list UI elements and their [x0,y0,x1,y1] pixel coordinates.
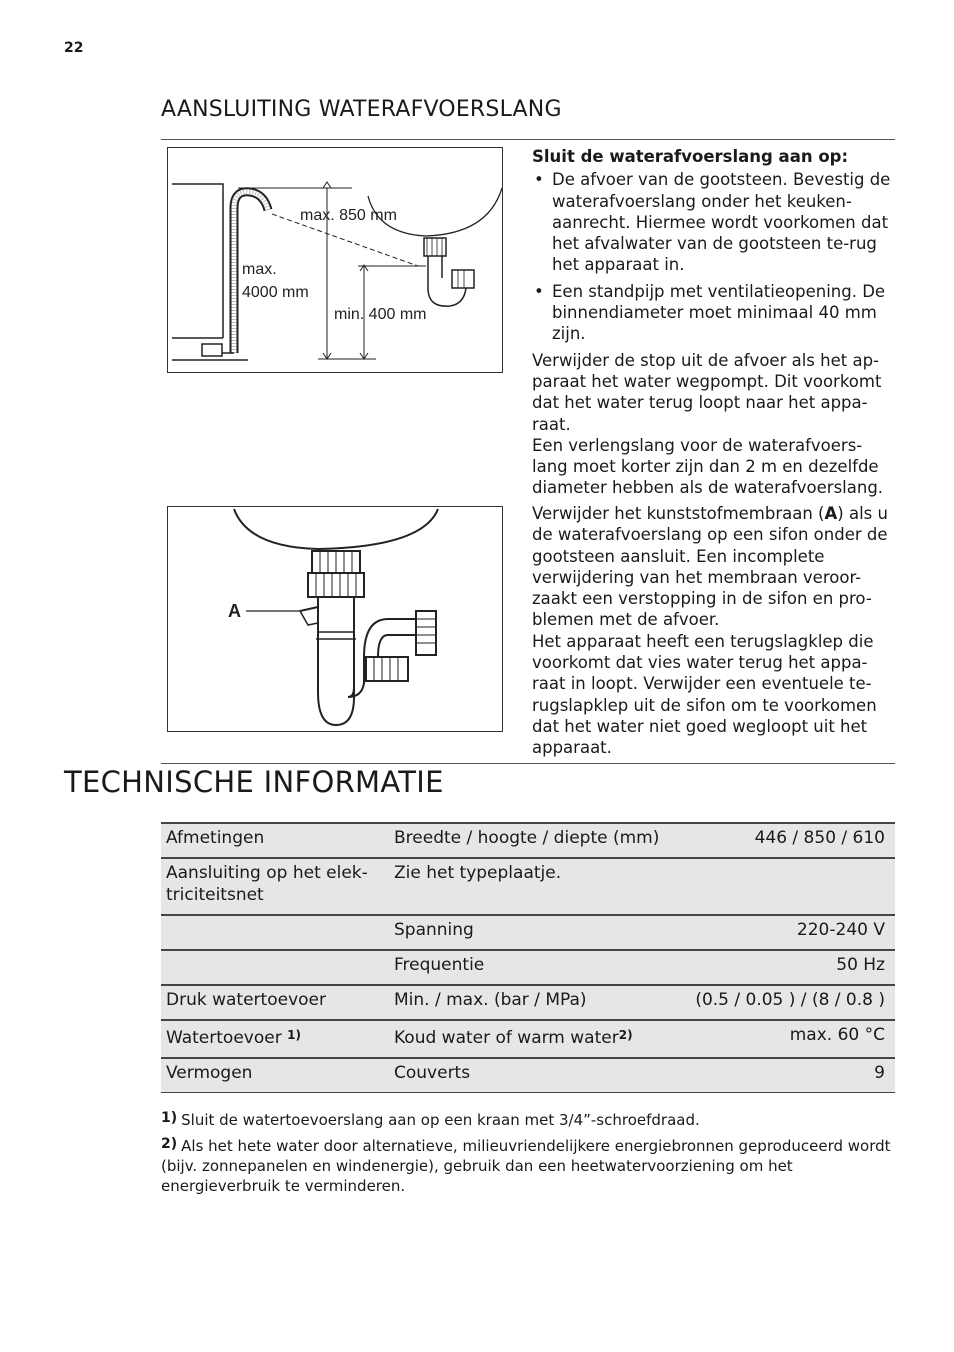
list-item: • Een standpijp met ventilatieopening. De binnendiameter moet minimaal 40 mm zijn. [532,281,894,345]
section-divider [161,763,895,764]
table-row: Vermogen Couverts 9 [161,1058,895,1093]
table-row: Spanning 220-240 V [161,915,895,950]
connection-options-list [532,169,894,344]
drain-instructions [532,146,894,499]
check-valve-paragraph: Het apparaat heeft een terugslagklep die voorkomt dat vies water terug het appa-raat in loopt. Verwijder een eventuele te-rugslapklep uit de sifon om te voorkomen dat het water niet goed wegloopt uit het apparaat. [532,631,877,758]
label-max-850: max. 850 mm [300,207,397,224]
table-row: Frequentie 50 Hz [161,950,895,985]
label-min-400: min. 400 mm [334,306,427,323]
siphon-drawing [168,507,503,732]
membrane-instructions [532,503,894,759]
table-row: Afmetingen Breedte / hoogte / diepte (mm) 446 / 850 / 610 [161,823,895,858]
footnote-1: 1) Sluit de watertoevoerslang aan op een kraan met 3/4”-schroefdraad. [161,1110,700,1129]
page-number: 22 [64,40,84,56]
table-row: Watertoevoer $^{1)}$ Koud water of warm water$^{2)}$ max. 60 °C [161,1020,895,1058]
tech-info-title: TECHNISCHE INFORMATIE [64,765,444,799]
drain-height-figure [167,147,503,373]
membrane-label-a: A [228,601,241,621]
technical-spec-table [161,822,895,1093]
label-max-4000-line1: max. [242,261,277,278]
label-max-4000-line2: 4000 mm [242,284,309,301]
table-row: Druk watertoevoer Min. / max. (bar / MPa) (0.5 / 0.05 ) / (8 / 0.8 ) [161,985,895,1020]
stop-removal-paragraph: Verwijder de stop uit de afvoer als het ap-paraat het water wegpompt. Dit voorkomt dat het water terug loopt naar het appa-raat. [532,350,882,434]
drain-height-drawing [168,148,503,373]
section-title: AANSLUITING WATERAFVOERSLANG [161,97,562,122]
list-item: • De afvoer van de gootsteen. Bevestig de waterafvoerslang onder het keuken-aanrecht. Hiermee wordt voorkomen dat het afvalwater van de gootsteen te-rug het apparaat in. [532,169,894,275]
footnote-2: 2) Als het hete water door alternatieve, milieuvriendelijkere energiebronnen geproduceerd wordt (bijv. zonnepanelen en windenergie), gebruik dan een heetwatervoorziening om het energieverbruik te verminderen. [161,1136,891,1195]
extension-hose-paragraph: Een verlengslang voor de waterafvoers-lang moet korter zijn dan 2 m en dezelfde diameter hebben als de waterafvoerslang. [532,435,884,498]
membrane-paragraph: Verwijder het kunststofmembraan (A) als u de waterafvoerslang op een sifon onder de gootsteen aansluit. Een incomplete verwijdering van het membraan veroor-zaakt een verstopping in de sifon en pro-blemen met de afvoer. [532,504,888,630]
instructions-heading: Sluit de waterafvoerslang aan op: [532,147,849,166]
table-row: Aansluiting op het elek-triciteitsnet Zie het typeplaatje. [161,858,895,915]
siphon-figure [167,506,503,732]
section-rule [161,139,895,140]
